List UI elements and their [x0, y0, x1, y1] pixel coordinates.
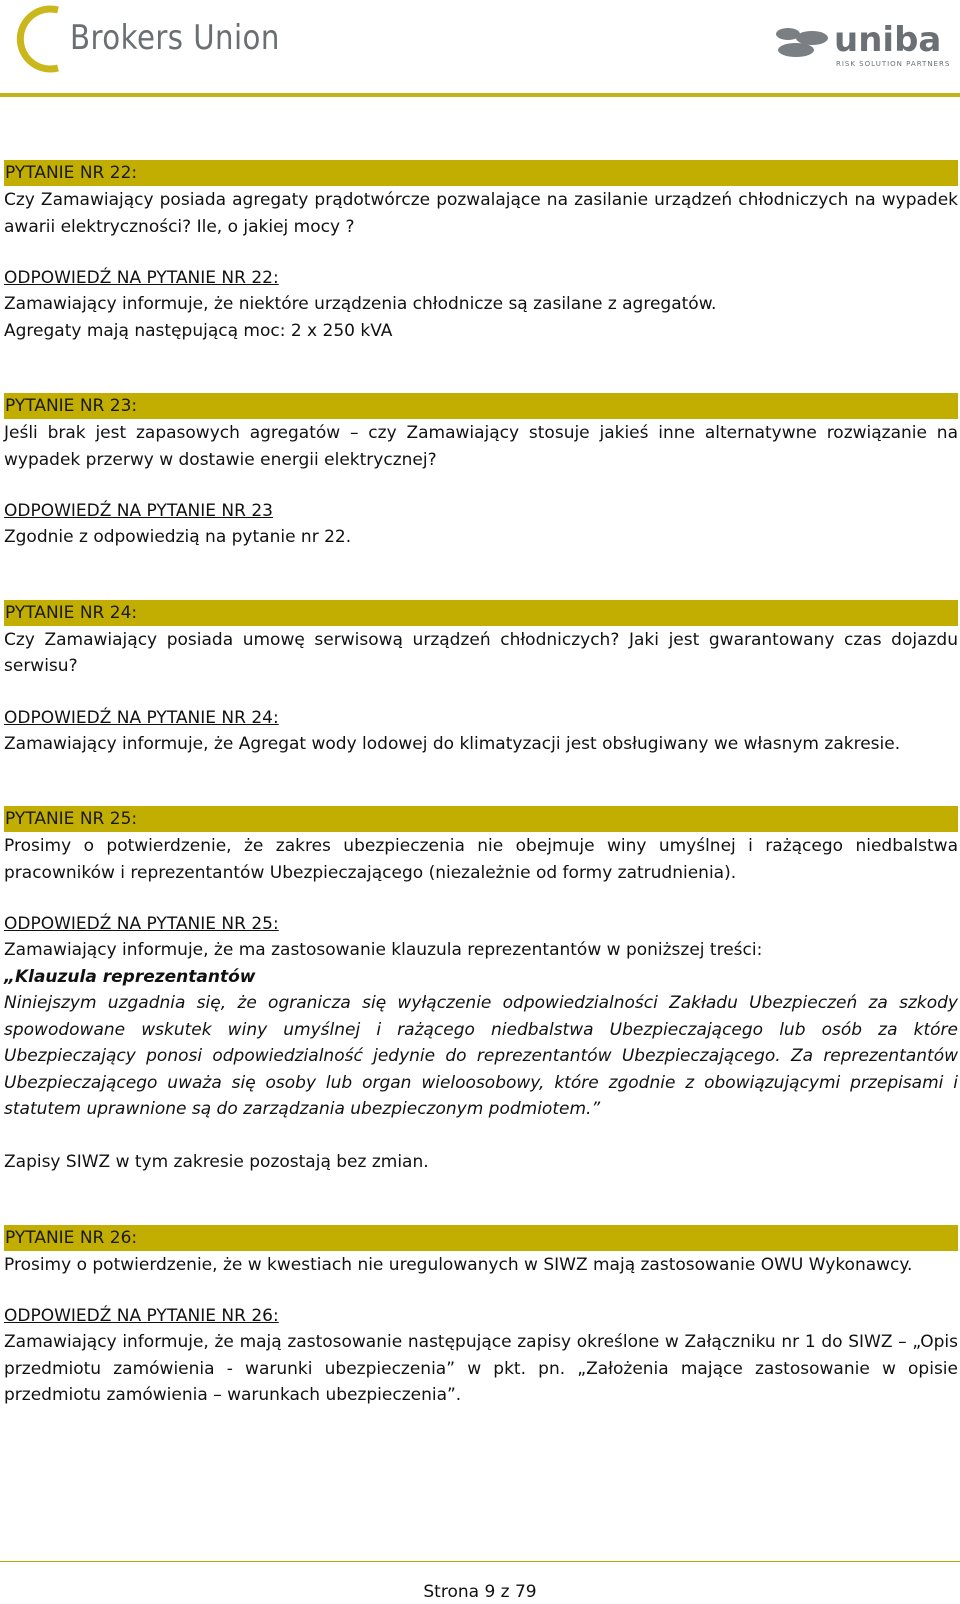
question-23-text: Jeśli brak jest zapasowych agregatów – czy Zamawiający stosuje jakieś inne alternatywne rozwiązanie na wypadek przerwy w dostawie energii elektrycznej?	[4, 423, 958, 470]
uniba-logo-tagline: RISK SOLUTION PARTNERS	[836, 60, 951, 68]
uniba-logo	[774, 20, 951, 70]
question-25-text: Prosimy o potwierdzenie, że zakres ubezpieczenia nie obejmuje winy umyślnej i rażącego niedbalstwa pracowników i reprezentantów Ubezpieczającego (niezależnie od formy zatrudnienia).	[4, 836, 958, 883]
answer-22-line-1: Zamawiający informuje, że niektóre urządzenia chłodnicze są zasilane z agregatów.	[4, 294, 717, 314]
answer-25-title: ODPOWIEDŹ NA PYTANIE NR 25:	[4, 914, 279, 934]
page-number: Strona 9 z 79	[423, 1582, 537, 1602]
answer-26-title: ODPOWIEDŹ NA PYTANIE NR 26:	[4, 1306, 279, 1326]
question-22-title: PYTANIE NR 22:	[4, 160, 958, 186]
question-26-text: Prosimy o potwierdzenie, że w kwestiach nie uregulowanych w SIWZ mają zastosowanie OWU Wykonawcy.	[4, 1254, 913, 1275]
clause-text: Niniejszym uzgadnia się, że ogranicza się wyłączenie odpowiedzialności Zakładu Ubezpieczeń za szkody spowodowane wskutek winy umyślnej i rażącego niedbalstwa Ubezpieczającego lub osób za które Ubezpieczający ponosi odpowiedzialność jedynie do reprezentantów Ubezpieczającego. Za reprezentantów Ubezpieczającego uważa się osoby lub organ wieloosobowy, które zgodnie z obowiązującymi przepisami i statutem uprawnione są do zarządzania ubezpieczonym podmiotem.”	[4, 993, 958, 1119]
question-24-title: PYTANIE NR 24:	[4, 600, 958, 626]
question-22-text: Czy Zamawiający posiada agregaty prądotwórcze pozwalające na zasilanie urządzeń chłodniczych na wypadek awarii elektryczności? Ile, o jakiej mocy ?	[4, 190, 958, 237]
brokers-union-c-mark-icon	[8, 4, 68, 74]
answer-25-intro: Zamawiający informuje, że ma zastosowanie klauzula reprezentantów w poniższej treści:	[4, 940, 763, 960]
page-header	[0, 0, 960, 100]
answer-24-text: Zamawiający informuje, że Agregat wody lodowej do klimatyzacji jest obsługiwany we własnym zakresie.	[4, 733, 901, 754]
brokers-union-logo	[8, 4, 308, 74]
uniba-logo-text: uniba	[834, 20, 942, 60]
header-divider	[0, 93, 960, 97]
brokers-union-logo-text: Brokers Union	[70, 18, 280, 58]
answer-24-title: ODPOWIEDŹ NA PYTANIE NR 24:	[4, 707, 279, 728]
question-25-title: PYTANIE NR 25:	[4, 806, 958, 832]
answer-23-text: Zgodnie z odpowiedzią na pytanie nr 22.	[4, 527, 352, 547]
clause-title: „Klauzula reprezentantów	[4, 966, 256, 987]
answer-23-title: ODPOWIEDŹ NA PYTANIE NR 23	[4, 501, 273, 521]
question-24-text: Czy Zamawiający posiada umowę serwisową urządzeń chłodniczych? Jaki jest gwarantowany czas dojazdu serwisu?	[4, 629, 958, 676]
uniba-cloud-mark-icon	[774, 24, 832, 64]
footer-divider	[0, 1561, 960, 1562]
answer-25-outro: Zapisy SIWZ w tym zakresie pozostają bez zmian.	[4, 1152, 429, 1172]
question-23-title: PYTANIE NR 23:	[4, 393, 958, 419]
answer-22-line-2: Agregaty mają następującą moc: 2 x 250 kVA	[4, 320, 393, 341]
question-26-title: PYTANIE NR 26:	[4, 1225, 958, 1251]
document-body	[4, 160, 958, 1409]
answer-22-title: ODPOWIEDŹ NA PYTANIE NR 22:	[4, 268, 279, 288]
answer-26-text: Zamawiający informuje, że mają zastosowanie następujące zapisy określone w Załączniku nr 1 do SIWZ – „Opis przedmiotu zamówienia - warunki ubezpieczenia” w pkt. pn. „Założenia mające zastosowanie w opisie przedmiotu zamówienia – warunkach ubezpieczenia”.	[4, 1332, 958, 1405]
